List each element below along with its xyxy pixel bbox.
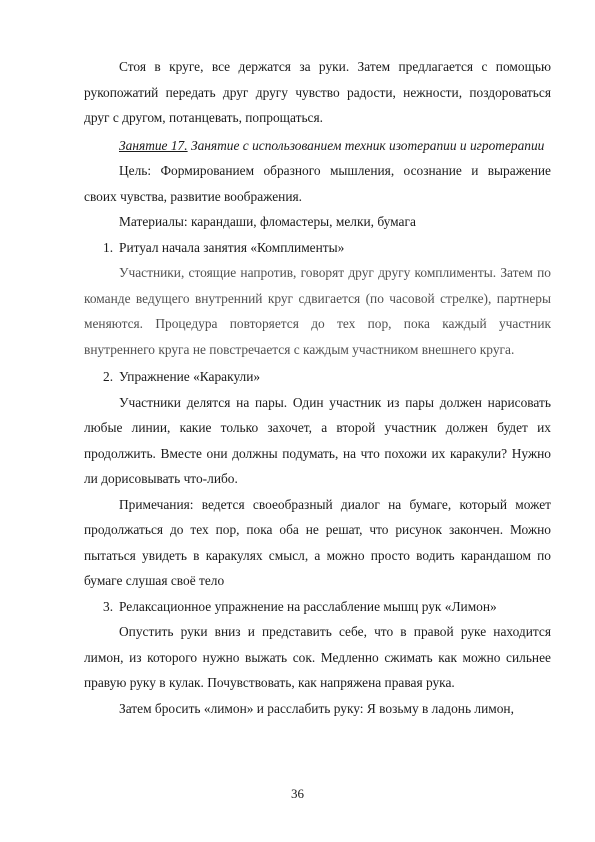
intro-paragraph: Стоя в круге, все держатся за руки. Затем предлагается с помощью рукопожатий передать друг другу чувство радости, нежности, поздороваться друг с другом, потанцевать, попрощаться. (84, 59, 551, 125)
item-3-heading (84, 594, 551, 620)
item-2-number: 2. (103, 369, 114, 384)
lesson-title: Занятие с использованием техник изотерапии и игротерапии (187, 137, 545, 153)
lesson-heading (84, 133, 551, 159)
item-3-title: Релаксационное упражнение на расслабление мышц рук «Лимон» (119, 598, 497, 614)
goal-paragraph: Цель: Формированием образного мышления, осознание и выражение своих чувства, развитие воображения. (84, 163, 551, 204)
text-column (84, 54, 551, 721)
materials-paragraph: Материалы: карандаши, фломастеры, мелки, бумага (119, 214, 416, 229)
lesson-label: Занятие 17. (119, 137, 188, 153)
item-1-title: Ритуал начала занятия «Комплименты» (119, 239, 345, 255)
item-3-body-2: Затем бросить «лимон» и расслабить руку: Я возьму в ладонь лимон, (119, 700, 514, 716)
item-2-body-1: Участники делятся на пары. Один участник из пары должен нарисовать любые линии, какие только захочет, а второй участник должен будет их продолжить. Вместе они должны подумать, на что похожи их каракули? Нужно ли дорисовывать что-либо. (84, 394, 551, 486)
item-1-heading (84, 235, 551, 261)
item-1-number: 1. (103, 239, 114, 255)
item-2-title: Упражнение «Каракули» (119, 369, 261, 384)
item-3-number: 3. (103, 598, 114, 614)
page-number: 36 (291, 786, 304, 801)
item-1-body: Участники, стоящие напротив, говорят друг другу комплименты. Затем по команде ведущего внутренний круг сдвигается (по часовой стрелке), партнеры меняются. Процедура повторяется до тех пор, пока каждый участник внутреннего круга не повстречается с каждым участником внешнего круга. (84, 265, 551, 357)
item-2-body-2: Примечания: ведется своеобразный диалог на бумаге, который может продолжаться до тех пор, пока оба не решат, что рисунок закончен. Можно пытаться увидеть в каракулях смысл, а можно просто водить карандашом по бумаге слушая своё тело (84, 496, 551, 588)
item-3-body-1: Опустить руки вниз и представить себе, что в правой руке находится лимон, из которого нужно выжать сок. Медленно сжимать как можно сильнее правую руку в кулак. Почувствовать, как напряжена правая рука. (84, 624, 551, 690)
item-2-heading (84, 364, 551, 390)
